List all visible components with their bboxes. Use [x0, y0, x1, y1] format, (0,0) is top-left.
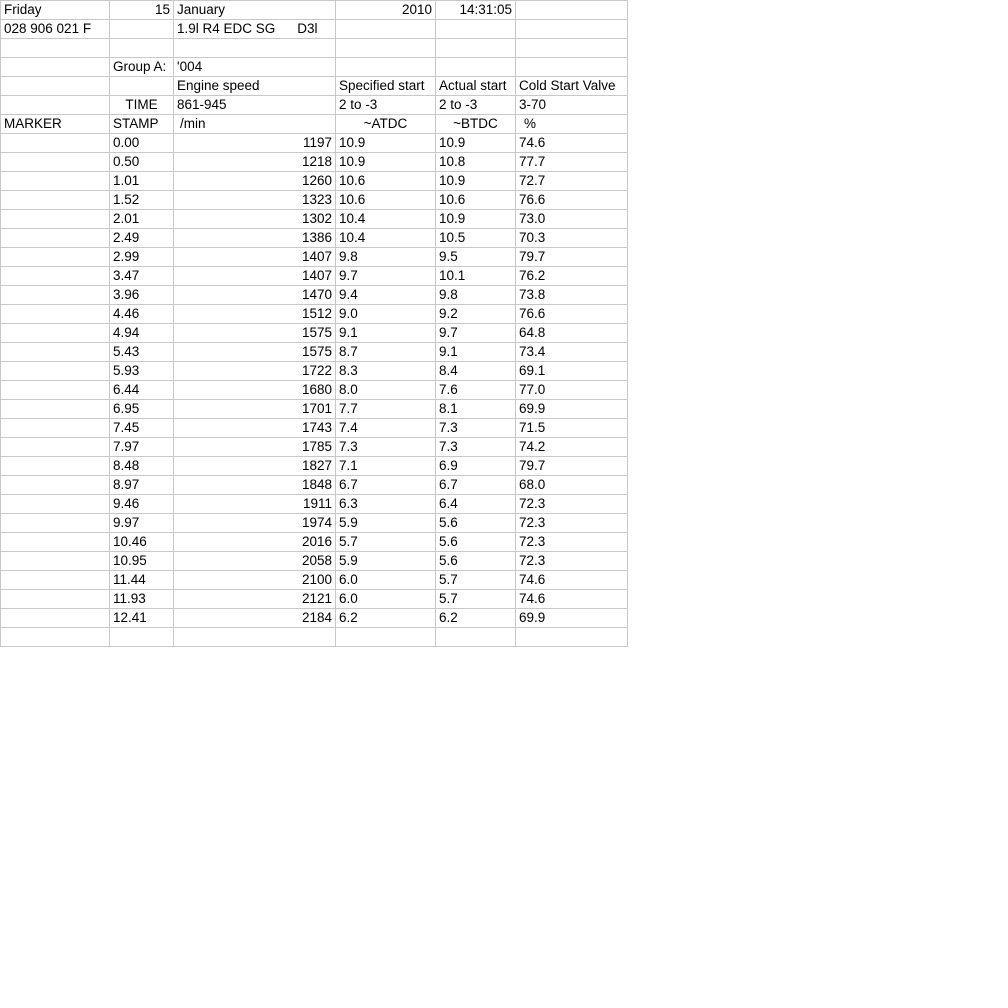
time-stamp-cell[interactable]: 10.95 [110, 552, 174, 571]
empty-cell[interactable] [110, 20, 174, 39]
time-stamp-cell[interactable]: 10.46 [110, 533, 174, 552]
marker-cell[interactable] [1, 571, 110, 590]
empty-cell[interactable] [336, 39, 436, 58]
time-stamp-cell[interactable]: 3.47 [110, 267, 174, 286]
specified-start-cell[interactable]: 7.1 [336, 457, 436, 476]
actual-start-cell[interactable]: 10.9 [436, 134, 516, 153]
time-stamp-cell[interactable]: 2.49 [110, 229, 174, 248]
empty-cell[interactable] [1, 77, 110, 96]
specified-start-cell[interactable]: 5.9 [336, 514, 436, 533]
engine-speed-cell[interactable]: 1575 [174, 324, 336, 343]
specified-start-cell[interactable]: 8.7 [336, 343, 436, 362]
table-row [1, 362, 628, 381]
empty-cell[interactable] [336, 20, 436, 39]
time-header[interactable]: TIME [110, 96, 174, 115]
cold-start-valve-cell[interactable]: 72.7 [516, 172, 628, 191]
marker-cell[interactable] [1, 305, 110, 324]
time-stamp-cell[interactable]: 7.97 [110, 438, 174, 457]
actual-start-cell[interactable]: 9.5 [436, 248, 516, 267]
table-row [1, 267, 628, 286]
cold-start-valve-cell[interactable]: 72.3 [516, 533, 628, 552]
specified-start-cell[interactable]: 9.4 [336, 286, 436, 305]
cold-start-valve-cell[interactable]: 73.4 [516, 343, 628, 362]
cold-start-valve-cell[interactable]: 74.6 [516, 134, 628, 153]
table-row [1, 495, 628, 514]
marker-cell[interactable] [1, 343, 110, 362]
empty-cell[interactable] [1, 628, 110, 647]
specified-start-cell[interactable]: 6.3 [336, 495, 436, 514]
actual-start-cell[interactable]: 10.5 [436, 229, 516, 248]
engine-speed-cell[interactable]: 1260 [174, 172, 336, 191]
table-row [1, 457, 628, 476]
time-stamp-cell[interactable]: 2.01 [110, 210, 174, 229]
specified-start-cell[interactable]: 5.7 [336, 533, 436, 552]
engine-speed-cell[interactable]: 1407 [174, 267, 336, 286]
day-cell[interactable]: 15 [110, 1, 174, 20]
actual-start-range[interactable]: 2 to -3 [436, 96, 516, 115]
marker-cell[interactable] [1, 590, 110, 609]
spacer-row [1, 39, 628, 58]
specified-start-cell[interactable]: 7.3 [336, 438, 436, 457]
engine-label: 1.9l R4 EDC SG [177, 21, 276, 36]
marker-cell[interactable] [1, 191, 110, 210]
weekday-cell[interactable]: Friday [1, 1, 110, 20]
cold-start-valve-cell[interactable]: 77.0 [516, 381, 628, 400]
table-row [1, 134, 628, 153]
actual-start-cell[interactable]: 7.6 [436, 381, 516, 400]
table-row [1, 419, 628, 438]
time-stamp-cell[interactable]: 1.01 [110, 172, 174, 191]
empty-cell[interactable] [516, 58, 628, 77]
cold-start-valve-cell[interactable]: 69.9 [516, 609, 628, 628]
spreadsheet-grid [0, 0, 628, 647]
specified-start-cell[interactable]: 10.6 [336, 172, 436, 191]
actual-start-cell[interactable]: 9.8 [436, 286, 516, 305]
empty-cell[interactable] [110, 628, 174, 647]
engine-speed-cell[interactable]: 1470 [174, 286, 336, 305]
specified-start-cell[interactable]: 6.2 [336, 609, 436, 628]
empty-cell[interactable] [110, 77, 174, 96]
marker-cell[interactable] [1, 229, 110, 248]
actual-start-cell[interactable]: 6.2 [436, 609, 516, 628]
stamp-header[interactable]: STAMP [110, 115, 174, 134]
year-cell[interactable]: 2010 [336, 1, 436, 20]
table-row [1, 438, 628, 457]
actual-start-cell[interactable]: 10.8 [436, 153, 516, 172]
engine-speed-cell[interactable]: 1848 [174, 476, 336, 495]
table-row [1, 248, 628, 267]
actual-start-cell[interactable]: 8.4 [436, 362, 516, 381]
engine-speed-cell[interactable]: 1911 [174, 495, 336, 514]
table-row [1, 286, 628, 305]
marker-cell[interactable] [1, 172, 110, 191]
engine-speed-cell[interactable]: 1386 [174, 229, 336, 248]
table-row [1, 324, 628, 343]
engine-speed-cell[interactable]: 1701 [174, 400, 336, 419]
marker-cell[interactable] [1, 552, 110, 571]
engine-speed-cell[interactable]: 1512 [174, 305, 336, 324]
specified-start-cell[interactable]: 6.0 [336, 590, 436, 609]
table-row [1, 533, 628, 552]
engine-speed-cell[interactable]: 1218 [174, 153, 336, 172]
actual-start-cell[interactable]: 9.7 [436, 324, 516, 343]
cold-start-valve-cell[interactable]: 69.9 [516, 400, 628, 419]
cold-start-valve-cell[interactable]: 76.2 [516, 267, 628, 286]
empty-cell[interactable] [516, 1, 628, 20]
table-row [1, 609, 628, 628]
engine-speed-cell[interactable]: 1743 [174, 419, 336, 438]
table-row [1, 571, 628, 590]
marker-cell[interactable] [1, 210, 110, 229]
cold-start-valve-cell[interactable]: 73.8 [516, 286, 628, 305]
cold-start-valve-cell[interactable]: 79.7 [516, 248, 628, 267]
marker-header[interactable]: MARKER [1, 115, 110, 134]
actual-start-cell[interactable]: 10.1 [436, 267, 516, 286]
column-header-row-3 [1, 115, 628, 134]
actual-start-cell[interactable]: 10.6 [436, 191, 516, 210]
specified-start-range[interactable]: 2 to -3 [336, 96, 436, 115]
time-stamp-cell[interactable]: 7.45 [110, 419, 174, 438]
engine-speed-header[interactable]: Engine speed [174, 77, 336, 96]
specified-start-cell[interactable]: 10.4 [336, 210, 436, 229]
table-row [1, 153, 628, 172]
time-stamp-cell[interactable]: 0.00 [110, 134, 174, 153]
empty-cell[interactable] [1, 58, 110, 77]
marker-cell[interactable] [1, 267, 110, 286]
time-stamp-cell[interactable]: 6.44 [110, 381, 174, 400]
actual-start-cell[interactable]: 9.2 [436, 305, 516, 324]
group-row [1, 58, 628, 77]
empty-cell[interactable] [1, 39, 110, 58]
specified-start-cell[interactable]: 10.6 [336, 191, 436, 210]
engine-speed-cell[interactable]: 1785 [174, 438, 336, 457]
marker-cell[interactable] [1, 495, 110, 514]
group-label-cell[interactable]: Group A: [110, 58, 174, 77]
engine-speed-cell[interactable]: 2121 [174, 590, 336, 609]
table-row [1, 476, 628, 495]
specified-start-cell[interactable]: 9.8 [336, 248, 436, 267]
engine-speed-unit[interactable]: /min [174, 115, 336, 134]
time-stamp-cell[interactable]: 12.41 [110, 609, 174, 628]
engine-speed-cell[interactable]: 1680 [174, 381, 336, 400]
actual-start-header[interactable]: Actual start [436, 77, 516, 96]
table-row [1, 210, 628, 229]
cold-start-valve-header[interactable]: Cold Start Valve [516, 77, 628, 96]
specified-start-cell[interactable]: 10.4 [336, 229, 436, 248]
time-stamp-cell[interactable]: 1.52 [110, 191, 174, 210]
table-row [1, 172, 628, 191]
cold-start-valve-cell[interactable]: 77.7 [516, 153, 628, 172]
table-row [1, 229, 628, 248]
actual-start-cell[interactable]: 6.9 [436, 457, 516, 476]
cold-start-valve-cell[interactable]: 76.6 [516, 191, 628, 210]
marker-cell[interactable] [1, 153, 110, 172]
table-row [1, 191, 628, 210]
empty-cell[interactable] [436, 20, 516, 39]
time-stamp-cell[interactable]: 8.48 [110, 457, 174, 476]
table-row [1, 381, 628, 400]
engine-cell[interactable] [174, 20, 336, 39]
actual-start-cell[interactable]: 5.6 [436, 533, 516, 552]
actual-start-cell[interactable]: 10.9 [436, 172, 516, 191]
time-stamp-cell[interactable]: 8.97 [110, 476, 174, 495]
marker-cell[interactable] [1, 533, 110, 552]
specified-start-cell[interactable]: 8.0 [336, 381, 436, 400]
cold-start-valve-cell[interactable]: 76.6 [516, 305, 628, 324]
time-stamp-cell[interactable]: 5.43 [110, 343, 174, 362]
time-stamp-cell[interactable]: 4.46 [110, 305, 174, 324]
empty-cell[interactable] [336, 628, 436, 647]
empty-cell[interactable] [436, 58, 516, 77]
specified-start-header[interactable]: Specified start [336, 77, 436, 96]
cold-start-valve-cell[interactable]: 72.3 [516, 495, 628, 514]
time-stamp-cell[interactable]: 5.93 [110, 362, 174, 381]
empty-cell[interactable] [516, 20, 628, 39]
actual-start-cell[interactable]: 10.9 [436, 210, 516, 229]
marker-cell[interactable] [1, 324, 110, 343]
cold-start-valve-cell[interactable]: 72.3 [516, 514, 628, 533]
table-row [1, 343, 628, 362]
engine-speed-cell[interactable]: 1974 [174, 514, 336, 533]
specified-start-cell[interactable]: 6.0 [336, 571, 436, 590]
engine-speed-cell[interactable]: 1197 [174, 134, 336, 153]
actual-start-unit[interactable]: ~BTDC [436, 115, 516, 134]
empty-cell[interactable] [516, 39, 628, 58]
engine-speed-cell[interactable]: 1722 [174, 362, 336, 381]
specified-start-cell[interactable]: 10.9 [336, 153, 436, 172]
table-row [1, 590, 628, 609]
engine-code-label: D3l [297, 21, 318, 36]
marker-cell[interactable] [1, 134, 110, 153]
header-row-part [1, 20, 628, 39]
specified-start-cell[interactable]: 7.7 [336, 400, 436, 419]
cold-start-valve-cell[interactable]: 68.0 [516, 476, 628, 495]
specified-start-cell[interactable]: 9.1 [336, 324, 436, 343]
table-row [1, 400, 628, 419]
cold-start-valve-cell[interactable]: 70.3 [516, 229, 628, 248]
time-cell[interactable]: 14:31:05 [436, 1, 516, 20]
cold-start-valve-cell[interactable]: 74.2 [516, 438, 628, 457]
marker-cell[interactable] [1, 362, 110, 381]
actual-start-cell[interactable]: 5.7 [436, 590, 516, 609]
time-stamp-cell[interactable]: 11.44 [110, 571, 174, 590]
cold-start-valve-cell[interactable]: 79.7 [516, 457, 628, 476]
marker-cell[interactable] [1, 438, 110, 457]
marker-cell[interactable] [1, 514, 110, 533]
marker-cell[interactable] [1, 419, 110, 438]
time-stamp-cell[interactable]: 3.96 [110, 286, 174, 305]
engine-speed-cell[interactable]: 1302 [174, 210, 336, 229]
marker-cell[interactable] [1, 476, 110, 495]
actual-start-cell[interactable]: 8.1 [436, 400, 516, 419]
empty-cell[interactable] [436, 628, 516, 647]
marker-cell[interactable] [1, 400, 110, 419]
specified-start-cell[interactable]: 8.3 [336, 362, 436, 381]
cold-start-valve-range[interactable]: 3-70 [516, 96, 628, 115]
specified-start-cell[interactable]: 6.7 [336, 476, 436, 495]
actual-start-cell[interactable]: 7.3 [436, 438, 516, 457]
time-stamp-cell[interactable]: 2.99 [110, 248, 174, 267]
actual-start-cell[interactable]: 9.1 [436, 343, 516, 362]
cold-start-valve-cell[interactable]: 74.6 [516, 571, 628, 590]
cold-start-valve-cell[interactable]: 72.3 [516, 552, 628, 571]
marker-cell[interactable] [1, 248, 110, 267]
table-row [1, 552, 628, 571]
month-cell[interactable]: January [174, 1, 336, 20]
specified-start-cell[interactable]: 9.7 [336, 267, 436, 286]
column-header-row-1 [1, 77, 628, 96]
specified-start-unit[interactable]: ~ATDC [336, 115, 436, 134]
cold-start-valve-cell[interactable]: 71.5 [516, 419, 628, 438]
marker-cell[interactable] [1, 286, 110, 305]
actual-start-cell[interactable]: 5.6 [436, 552, 516, 571]
specified-start-cell[interactable]: 10.9 [336, 134, 436, 153]
time-stamp-cell[interactable]: 4.94 [110, 324, 174, 343]
table-row [1, 514, 628, 533]
engine-speed-cell[interactable]: 2016 [174, 533, 336, 552]
time-stamp-cell[interactable]: 9.97 [110, 514, 174, 533]
actual-start-cell[interactable]: 6.7 [436, 476, 516, 495]
header-row-date [1, 1, 628, 20]
empty-cell[interactable] [436, 39, 516, 58]
actual-start-cell[interactable]: 6.4 [436, 495, 516, 514]
time-stamp-cell[interactable]: 6.95 [110, 400, 174, 419]
part-number-cell[interactable]: 028 906 021 F [1, 20, 110, 39]
empty-cell[interactable] [174, 39, 336, 58]
engine-speed-cell[interactable]: 1407 [174, 248, 336, 267]
actual-start-cell[interactable]: 5.7 [436, 571, 516, 590]
specified-start-cell[interactable]: 9.0 [336, 305, 436, 324]
engine-speed-cell[interactable]: 2184 [174, 609, 336, 628]
cold-start-valve-cell[interactable]: 69.1 [516, 362, 628, 381]
marker-cell[interactable] [1, 609, 110, 628]
empty-cell[interactable] [336, 58, 436, 77]
time-stamp-cell[interactable]: 0.50 [110, 153, 174, 172]
marker-cell[interactable] [1, 457, 110, 476]
marker-cell[interactable] [1, 381, 110, 400]
table-row [1, 305, 628, 324]
empty-cell[interactable] [516, 628, 628, 647]
engine-speed-cell[interactable]: 1323 [174, 191, 336, 210]
cold-start-valve-cell[interactable]: 74.6 [516, 590, 628, 609]
cold-start-valve-cell[interactable]: 73.0 [516, 210, 628, 229]
actual-start-cell[interactable]: 7.3 [436, 419, 516, 438]
actual-start-cell[interactable]: 5.6 [436, 514, 516, 533]
specified-start-cell[interactable]: 7.4 [336, 419, 436, 438]
engine-speed-range[interactable]: 861-945 [174, 96, 336, 115]
cold-start-valve-unit[interactable]: % [516, 115, 628, 134]
empty-cell[interactable] [174, 628, 336, 647]
engine-speed-cell[interactable]: 1575 [174, 343, 336, 362]
engine-speed-cell[interactable]: 2058 [174, 552, 336, 571]
empty-cell[interactable] [110, 39, 174, 58]
empty-cell[interactable] [1, 96, 110, 115]
group-code-cell[interactable]: '004 [174, 58, 336, 77]
engine-speed-cell[interactable]: 1827 [174, 457, 336, 476]
spacer-row [1, 628, 628, 647]
cold-start-valve-cell[interactable]: 64.8 [516, 324, 628, 343]
time-stamp-cell[interactable]: 9.46 [110, 495, 174, 514]
engine-speed-cell[interactable]: 2100 [174, 571, 336, 590]
column-header-row-2 [1, 96, 628, 115]
specified-start-cell[interactable]: 5.9 [336, 552, 436, 571]
time-stamp-cell[interactable]: 11.93 [110, 590, 174, 609]
